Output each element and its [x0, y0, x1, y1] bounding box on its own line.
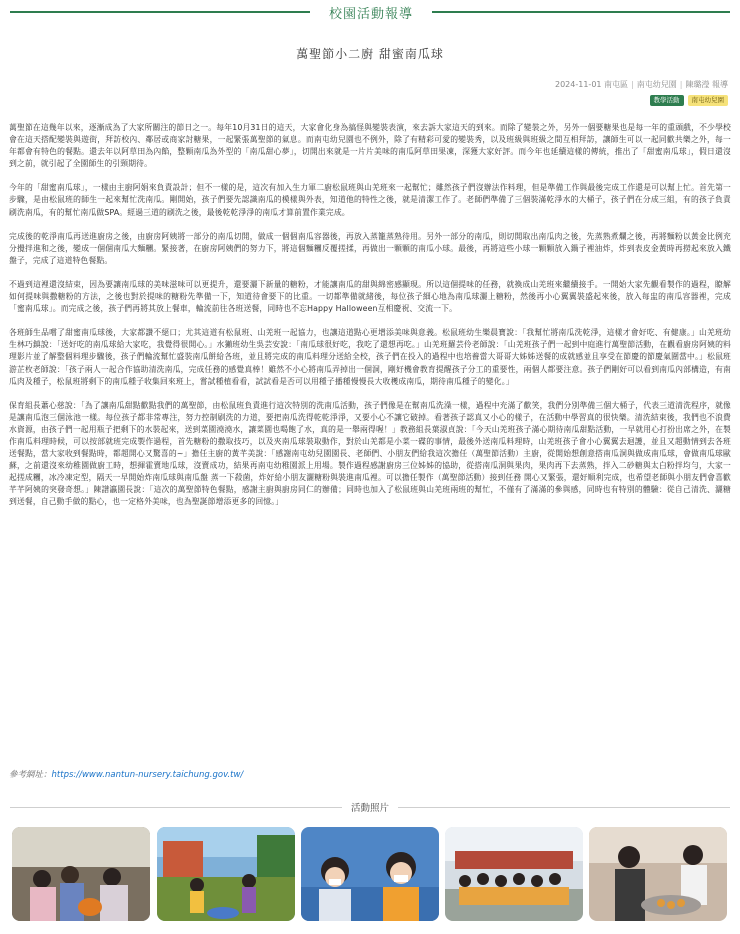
tag-school[interactable]: 南屯幼兒園 — [688, 95, 729, 106]
photo-header-line-right — [398, 807, 730, 808]
children-with-masks-icon — [301, 827, 439, 921]
article-paragraph: 完成後的乾淨南瓜再送進廚房之後，由廚房阿姨將一部分的南瓜切開，做成一個個南瓜容器後，再放入蒸籠蒸熟待用。另外一部分的南瓜，則切開取出南瓜肉之後，先蒸熟煮爛之後，再將麵粉以黃金比例充分攪拌進和之後，變成一個個南瓜大麵糰。緊接著，在廚房阿姨們的努力下，將這個麵糰反覆搓揉，再做出一顆顆的南瓜小球。最後，再將這些小球一顆顆放入鍋子裡油炸，炸到表皮金黃時再撈起來放入鐵盤子，完成了這道特色餐點。 — [9, 231, 731, 265]
section-title: 校園活動報導 — [328, 7, 413, 22]
section-header — [0, 2, 740, 22]
article-paragraph: 各班師生品嚐了甜蜜南瓜球後，大家都讚不絕口；尤其這道有松鼠班、山羌班一起協力，也讓這道點心更增添美味與意義。松鼠班幼生樂晨寶說：「我幫忙將南瓜洗乾淨，這樣才會好吃、有健康。」山羌班幼生林巧鎮說：「送好吃的南瓜球給大家吃，我覺得很開心。」水獺班幼生吳芸安說：「南瓜球很好吃，我吃了還想再吃。」山羌班羅芸伶老師說：「山羌班孩子們一起到中庭進行萬聖節活動，在觀看廚房阿姨的料理影片並了解整個料理步驟後，孩子們輪流幫忙盛裝南瓜餅給各班，並且將完成的南瓜料理分送給全校，孩子們在投入的過程中也培養當大哥哥大姊姊送餐的成就感並且享受在節慶的節慶氣圍當中。」松鼠班游芷枚老師說：「孩子兩人一起合作協助清洗南瓜，完成任務的感覺真棒！雖然不小心將南瓜弄掉出一個洞，剛好機會教育提醒孩子分工的重要性，兩個人都要注意。孩子們剛好可以看到南瓜內部構造，有南瓜肉及種子，松鼠班將剩下的南瓜種子收集回來班上，嘗試種植看看，試試看是否可以用種子播種慢慢長大收穫成南瓜，期待南瓜種子的變化。」 — [9, 328, 731, 386]
article-paragraph: 萬聖節在這幾年以來，逐漸成為了大家所關注的節日之一。每年10月31日的這天，大家會化身為搞怪與變裝表演，來去訴大家這天的到來。而除了變裝之外，另外一個要糖果也是每一年的重頭戲，不少學校會在這天搭配變裝與遊街，拜訪校內、鄰居或商家討糖果，一起緊張萬聖節的氣息。而南屯幼兒園也不例外，除了有精彩可愛的變裝秀，以及班級與班級之間互相拜訪，讓師生可以一起同歡共樂之外，每一年都會有特色的餐點。還去年以阿草田為內餡，整顆南瓜為外型的「南瓜甜心夢」，切開出來就是一片片美味的南瓜阿草田果凍，深獲大家好評。而今年也延續這樣的傳統，推出了「甜蜜南瓜球」，假日還沒到之前，就引起了全園師生的引頸期待。 — [9, 123, 731, 169]
photo-thumbnail[interactable] — [157, 827, 295, 921]
section-header-line-right — [432, 11, 730, 13]
article-meta: 2024-11-01 南屯區 | 南屯幼兒園 | 陳璐瀅 報導 — [555, 80, 728, 89]
photo-thumbnail[interactable] — [301, 827, 439, 921]
photo-section-header — [0, 800, 740, 816]
chef-cooking-pumpkin-balls-icon — [589, 827, 727, 921]
class-group-photo-icon — [445, 827, 583, 921]
photo-header-line-left — [10, 807, 342, 808]
photo-section-title: 活動照片 — [350, 803, 389, 814]
article-paragraph: 保育組長蕭心慈說：「為了讓南瓜甜點歡點我們的萬聖節，由松鼠班負責進行這次特別的洗南瓜活動，孩子們像是在幫南瓜洗澡一樣，過程中充滿了歡笑，我們分別準備三個大桶子，代表三道清洗程序，就像是讓南瓜泡三個泳池一樣。每位孩子都非常專注，努力控制刷洗的力道，要把南瓜洗得乾乾淨淨，又要小心不讓它破掉。看著孩子認真又小心的樣子，在活動中學習真的很快樂。清洗結束後，我們也不浪費水資源，由孩子們一起用瓶子把剩下的水裝起來，送到菜園澆澆水，讓菜園也喝飽了水，真的是一舉兩得喔！」教務組長葉淑貞說：「今天山羌班孩子滿心期待南瓜甜點活動，一早就用心打扮出席之外，在製作南瓜料理時候，可以按部就班完成製作過程，首先糖粉的撒取技巧，以及夾南瓜球裝取動作，對於山羌都是小菜一碟的事情，最後外送南瓜料理時，山羌班孩子會小心翼翼去迴護，並且又超動情到去各班送餐點，當大家收到餐點時，都超開心又驚喜的~」擔任主廚的黃芊美說：「感謝南屯幼兒園園長、老師們、小朋友們給我這次擔任（萬聖節活動）主廚，從開始想創意搭南瓜洞與做成南瓜球，會做南瓜球歐蘇，之前還沒來幼稚園做廚工時，想揮霍賣地瓜球，沒賣成功，結果再南屯幼稚園派上用場。製作過程感謝廚房三位姊姊的協助，從搭南瓜洞與果肉，果肉再下去蒸熟，拌入二砂糖與太白粉拌均勻，大家一起搓成糰，冰冷凍定型，隔天一早開始炸南瓜球與南瓜盤 蒸一下殺菌，炸好給小朋友灑糖粉與裝進南瓜裡。可以擔任製作（萬聖節活動）接到任務 開心又緊張，還好順利完成，也希望老師與小朋友們會喜歡 芊芊阿姨的突發奇想。」陳譜瀛園長說：「這次的萬聖節特色餐點，感謝主廚與廚房同仁的辦備；同時也加入了松鼠班與山羌班兩班的幫忙，不僅有了滿滿的參與感，同時也有特別的體驗：從自己清洗、灑糖到送餐，自己動手做的點心，也一定格外美味，也為聖誕節增添更多的回憶。」 — [9, 400, 731, 507]
photo-thumbnail[interactable] — [589, 827, 727, 921]
photo-thumbnail[interactable] — [445, 827, 583, 921]
photo-gallery — [12, 827, 728, 923]
photo-thumbnail[interactable] — [12, 827, 150, 921]
article-body — [9, 122, 731, 521]
section-header-line-left — [10, 11, 310, 13]
children-washing-pumpkins-icon — [157, 827, 295, 921]
article-paragraph: 不過到這裡還沒結束，因為要讓南瓜球的美味滋味可以更提升，還要灑下新量的糖粉，才能讓南瓜的甜與綿密感顯現。所以這個提味的任務，就換成山羌班來繼續接手。一開始大家先觀看製作的過程，瞭解如何提味與撒糖粉的方法，之後也對於提味的糖粉先準備一下，知道待會要下的比重。一切都準備就緒後，每位孩子細心地為南瓜球灑上糖粉，然後再小心翼翼裝盛起來後，放入每盅的南瓜容器裡，完成「蜜南瓜球」。而完成之後，孩子們再將其放上餐車，輪流前往各班送餐，同時也不忘Happy Halloween互相慶祝、交流一下。 — [9, 279, 731, 314]
tag-teaching-activity[interactable]: 教學活動 — [650, 95, 684, 106]
meta-district: 南屯區 — [604, 80, 629, 89]
meta-school: 南屯幼兒園 — [636, 80, 677, 89]
reference-link[interactable]: https://www.nantun-nursery.taichung.gov.tw/ — [51, 770, 244, 780]
children-gathering-pumpkin-icon — [12, 827, 150, 921]
reference-label: 參考網址： — [9, 770, 52, 780]
reference — [9, 768, 243, 780]
tag-list — [646, 95, 729, 106]
article-paragraph: 今年的「甜蜜南瓜球」，一樣由主廚阿娟來負責設計；但不一樣的是，這次有加入生力軍二廚松鼠班與山羌班來一起幫忙；雖然孩子們沒辦法作料理，但是準備工作與最後完成工作還是可以幫上忙。首先第一步驟，是由松鼠班的師生一起來幫忙洗南瓜。剛開始，孩子們要先認識南瓜的模樣與外表，知道他的特性之後，就是清潔工作了。老師們準備了三個裝滿乾淨水的大桶子，孩子們在分成三組，有的孩子負責刷洗南瓜，有的幫忙南瓜做SPA。經過三道的刷洗之後，最後乾乾淨淨的南瓜才算前置作業完成。 — [9, 183, 731, 217]
article-title: 萬聖節小二廚 甜蜜南瓜球 — [296, 47, 444, 61]
meta-author: 陳璐瀅 報導 — [685, 80, 728, 89]
meta-date: 2024-11-01 — [555, 80, 602, 89]
